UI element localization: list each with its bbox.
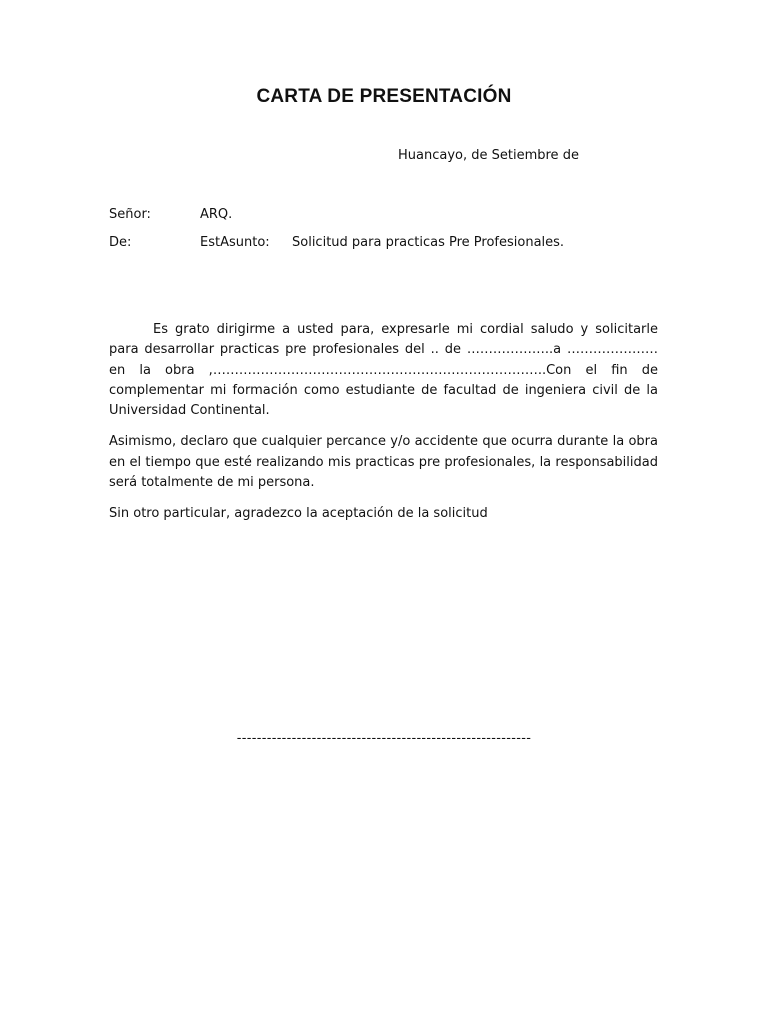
letter-title: CARTA DE PRESENTACIÓN bbox=[256, 86, 512, 107]
signature-line: ----------------------------------------------------------- bbox=[236, 731, 532, 746]
recipient-value: ARQ. bbox=[200, 207, 233, 222]
body-paragraph-3: Sin otro particular, agradezco la aceptación de la solicitud bbox=[109, 506, 488, 522]
letter-body bbox=[109, 320, 658, 536]
body-paragraph-1: Es grato dirigirme a usted para, expresarle mi cordial saludo y solicitarle para desarrollar practicas pre profesionales del .. de ………………..a ………………… en la obra ,…………………………………………………………………..Con el fin de complementar mi formación como estudiante de facultad de ingeniera civil de la Universidad Continental. bbox=[109, 322, 658, 419]
subject-value: Solicitud para practicas Pre Profesionales. bbox=[292, 235, 565, 250]
date-line: Huancayo, de Setiembre de bbox=[398, 148, 579, 163]
recipient-label: Señor: bbox=[109, 207, 151, 222]
body-paragraph-2: Asimismo, declaro que cualquier percance y/o accidente que ocurra durante la obra en el tiempo que esté realizando mis practicas pre profesionales, la responsabilidad será totalmente de mi persona. bbox=[109, 434, 658, 491]
sender-label: De: bbox=[109, 235, 132, 250]
sender-value: EstAsunto: bbox=[200, 235, 270, 250]
